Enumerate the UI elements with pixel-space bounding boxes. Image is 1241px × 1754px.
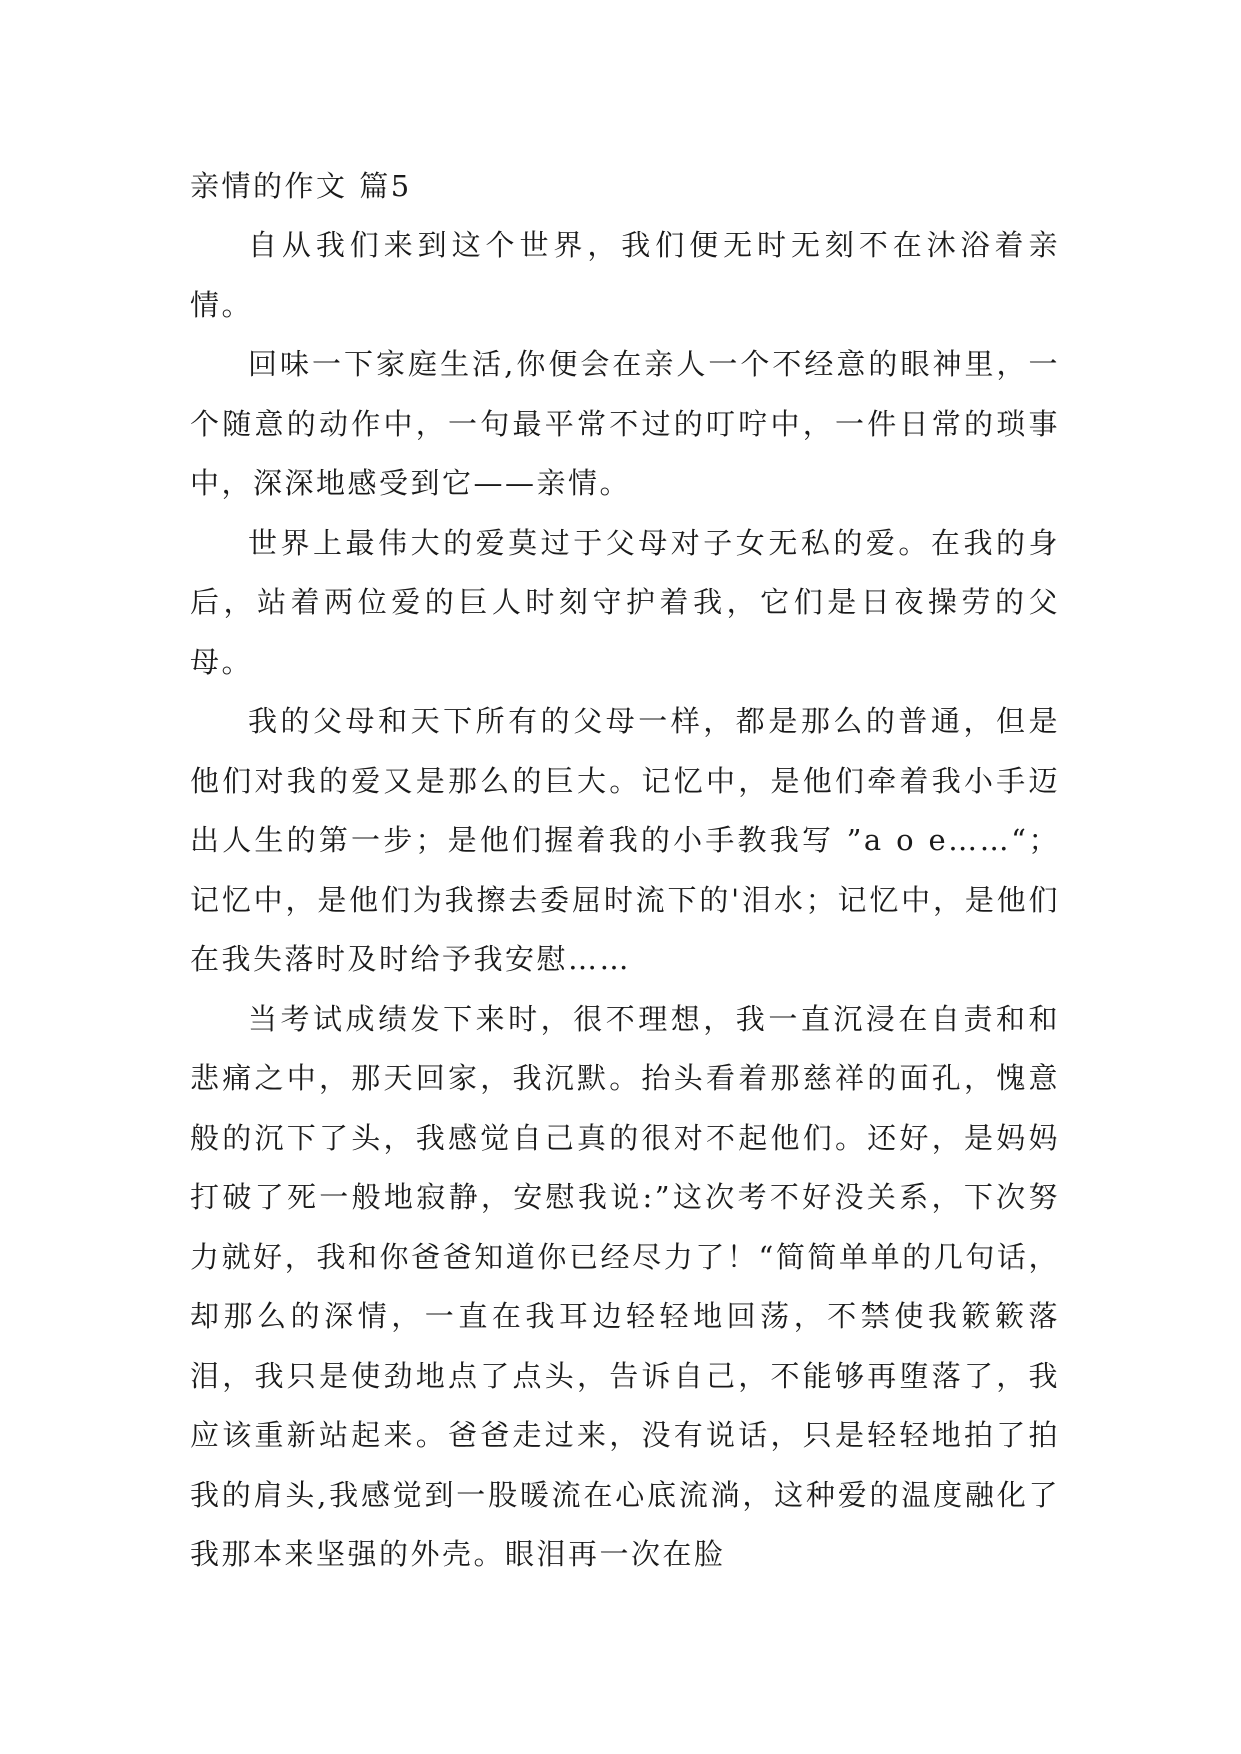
- document-title: 亲情的作文 篇5: [190, 169, 412, 203]
- paragraph-3: 世界上最伟大的爱莫过于父母对子女无私的爱。在我的身后，站着两位爱的巨人时刻守护着我，它们是日夜操劳的父母。: [190, 525, 1060, 679]
- document-body: [190, 164, 1060, 1585]
- paragraph-1: 自从我们来到这个世界，我们便无时无刻不在沐浴着亲情。: [190, 228, 1060, 322]
- paragraph-4: 我的父母和天下所有的父母一样，都是那么的普通，但是他们对我的爱又是那么的巨大。记忆中，是他们牵着我小手迈出人生的第一步；是他们握着我的小手教我写 ”a o e……“；记忆中，是他们为我擦去委屈时流下的'泪水；记忆中，是他们在我失落时及时给予我安慰……: [190, 704, 1060, 976]
- paragraph-5: 当考试成绩发下来时，很不理想，我一直沉浸在自责和和悲痛之中，那天回家，我沉默。抬头看着那慈祥的面孔，愧意般的沉下了头，我感觉自己真的很对不起他们。还好，是妈妈打破了死一般地寂静，安慰我说:”这次考不好没关系，下次努力就好，我和你爸爸知道你已经尽力了！“简简单单的几句话，却那么的深情，一直在我耳边轻轻地回荡，不禁使我簌簌落泪，我只是使劲地点了点头，告诉自己，不能够再堕落了，我应该重新站起来。爸爸走过来，没有说话，只是轻轻地拍了拍我的肩头,我感觉到一股暖流在心底流淌，这种爱的温度融化了我那本来坚强的外壳。眼泪再一次在脸: [190, 1001, 1060, 1571]
- paragraph-2: 回味一下家庭生活,你便会在亲人一个不经意的眼神里，一个随意的动作中，一句最平常不过的叮咛中，一件日常的琐事中，深深地感受到它——亲情。: [190, 347, 1060, 500]
